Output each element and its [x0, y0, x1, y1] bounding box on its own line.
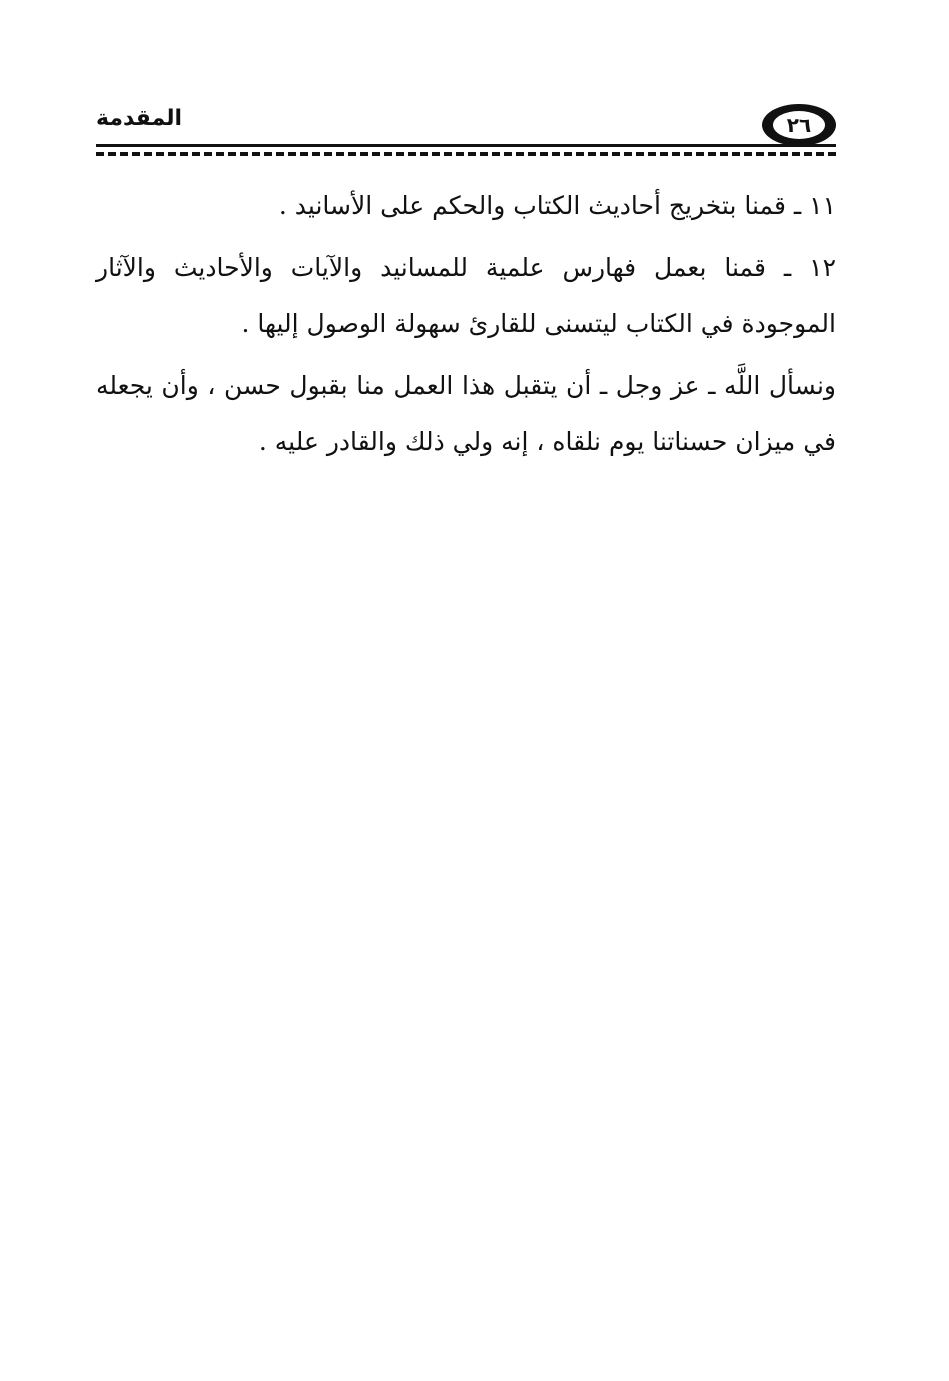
chapter-title: المقدمة	[96, 106, 183, 131]
header-rule-dashed	[96, 152, 836, 156]
header-rule-solid	[96, 144, 836, 147]
paragraph-closing-prayer: ونسأل اللَّه ـ عز وجل ـ أن يتقبل هذا العمل منا بقبول حسن ، وأن يجعله في ميزان حسناتنا يوم نلقاه ، إنه ولي ذلك والقادر عليه .	[96, 371, 836, 456]
paragraph-item-11: ١١ ـ قمنا بتخريج أحاديث الكتاب والحكم على الأسانيد .	[278, 191, 836, 220]
page-header	[96, 100, 836, 162]
page-number-badge	[762, 104, 836, 146]
page-body	[96, 178, 836, 476]
page-number: ٢٦	[773, 111, 825, 139]
paragraph-item-12: ١٢ ـ قمنا بعمل فهارس علمية للمسانيد والآيات والأحاديث والآثار الموجودة في الكتاب ليتسنى للقارئ سهولة الوصول إليها .	[96, 253, 836, 338]
